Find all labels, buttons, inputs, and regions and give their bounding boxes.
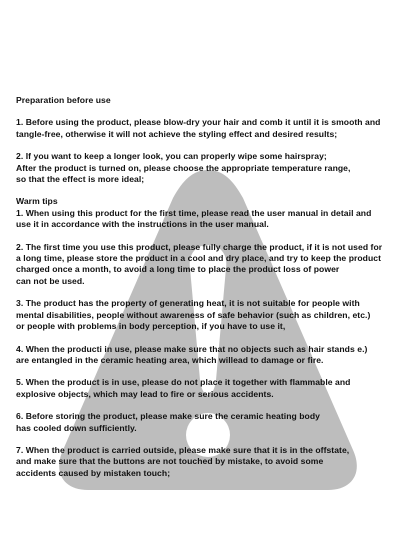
text-line: so that the effect is more ideal; (16, 174, 145, 185)
text-line: 1. When using this product for the first time, please read the user manual in detail and (16, 207, 372, 218)
text-line: or people with problems in body perception, if you have to use it, (16, 321, 286, 332)
text-line: charged once a month, to avoid a long time to place the product loss of power (16, 264, 340, 275)
text-line: tangle-free, otherwise it will not achieve the styling effect and desired results; (16, 128, 338, 139)
tip-item (16, 208, 408, 231)
text-line: accidents caused by mistaken touch; (16, 467, 171, 478)
text-line: After the product is turned on, please choose the appropriate temperature range, (16, 162, 351, 173)
prep-item (16, 151, 408, 185)
text-line: explosive objects, which may lead to fire or serious accidents. (16, 388, 274, 399)
text-line: mental disabilities, people without awareness of safe behavior (such as children, etc.) (16, 309, 371, 320)
text-line: 6. Before storing the product, please make sure the ceramic heating body (16, 411, 320, 422)
heading-text: Warm tips (16, 196, 58, 207)
prep-item (16, 117, 408, 140)
tip-item (16, 411, 408, 434)
tip-item (16, 298, 408, 332)
heading-text: Preparation before use (16, 95, 111, 105)
text-line: can not be used. (16, 275, 85, 286)
text-line: 3. The product has the property of generating heat, it is not suitable for people with (16, 298, 360, 309)
tip-item (16, 377, 408, 400)
text-line: 2. The first time you use this product, please fully charge the product, if it is not used for (16, 241, 383, 252)
manual-text (16, 95, 408, 490)
text-line: has cooled down sufficiently. (16, 422, 137, 433)
text-line: 1. Before using the product, please blow-dry your hair and comb it until it is smooth and (16, 117, 381, 128)
tip-item (16, 242, 408, 288)
section-heading-preparation (16, 95, 408, 106)
tip-item (16, 445, 408, 479)
tip-item (16, 344, 408, 367)
text-line: 7. When the product is carried outside, please make sure that it is in the offstate, (16, 444, 350, 455)
text-line: and make sure that the buttons are not touched by mistake, to avoid some (16, 456, 324, 467)
text-line: 2. If you want to keep a longer look, you can properly wipe some hairspray; (16, 151, 327, 162)
text-line: 5. When the product is in use, please do not place it together with flammable and (16, 377, 351, 388)
text-line: use it in accordance with the instructions in the user manual. (16, 219, 269, 230)
section-heading-warm-tips (16, 196, 408, 207)
text-line: 4. When the producti in use, please make sure that no objects such as hair stands e.) (16, 343, 368, 354)
text-line: a long time, please store the product in a cool and dry place, and try to keep the product (16, 253, 382, 264)
text-line: are entangled in the ceramic heating area, which willead to damage or fire. (16, 354, 324, 365)
